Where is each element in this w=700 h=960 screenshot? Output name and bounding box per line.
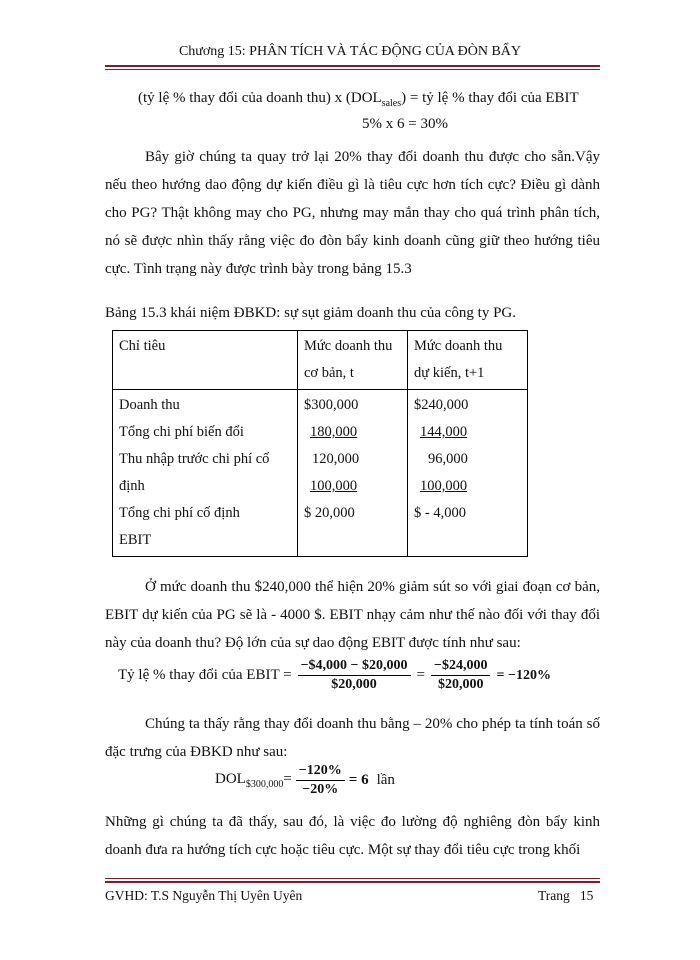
table-body-row xyxy=(113,390,528,557)
proj-value: 100,000 xyxy=(420,478,468,494)
formula3-label: DOL xyxy=(215,771,246,787)
footer-page-number: Trang 15 xyxy=(538,888,594,903)
formula3-label-wrap xyxy=(215,771,292,790)
equals-sign: = xyxy=(283,771,292,787)
table-base-cell xyxy=(298,390,408,557)
base-value-wrap xyxy=(304,419,401,446)
row-label: Tổng chi phí cố định xyxy=(119,505,240,521)
page-header-title: Chương 15: PHÂN TÍCH VÀ TÁC ĐỘNG CỦA ĐÒN BẨY xyxy=(178,44,522,59)
base-value xyxy=(304,527,401,554)
table-proj-cell xyxy=(408,390,528,557)
row-label: Doanh thu xyxy=(119,397,180,413)
paragraph-conclusion: Những gì chúng ta đã thấy, sau đó, là việc đo lường độ nghiêng đòn bẩy kinh doanh đưa ra hướng tích cực hoặc tiêu cực. Một sự thay đổi tiêu cực trong khối xyxy=(105,814,600,858)
proj-value: $240,000 xyxy=(414,397,469,413)
header-rule xyxy=(105,65,600,67)
row-label: EBIT xyxy=(119,532,152,548)
fraction-2 xyxy=(431,657,490,694)
fraction-1-denominator: $20,000 xyxy=(331,677,377,692)
paragraph-dol-intro: Chúng ta thấy rằng thay đổi doanh thu bằng – 20% cho phép ta tính toán số đặc trưng của ĐBKD như sau: xyxy=(105,716,600,760)
equals-sign: = xyxy=(416,667,425,683)
fraction-3-numerator: −120% xyxy=(296,762,345,781)
fraction-1-numerator: −$4,000 − $20,000 xyxy=(298,657,411,676)
table-header-cell: Mức doanh thu dự kiến, t+1 xyxy=(408,331,528,390)
formula3-sub: $300,000 xyxy=(245,779,284,790)
paragraph-decline: Ở mức doanh thu $240,000 thể hiện 20% giảm sút so với giai đoạn cơ bản, EBIT dự kiến của PG sẽ là - 4000 $. EBIT nhạy cảm như thế nào đối với thay đổi này của doanh thu? Độ lớn của sự dao động EBIT được tính như sau: xyxy=(105,579,600,651)
proj-value: $ - 4,000 xyxy=(414,505,466,521)
proj-value: 144,000 xyxy=(420,424,468,440)
header-rule-thin xyxy=(105,69,600,70)
table-caption: Bảng 15.3 khái niệm ĐBKD: sự sụt giảm doanh thu của công ty PG. xyxy=(105,305,517,321)
formula-calc: 5% x 6 = 30% xyxy=(362,116,448,132)
fraction-2-denominator: $20,000 xyxy=(437,677,484,692)
base-value: $ 20,000 xyxy=(304,505,355,521)
fraction-2-numerator: −$24,000 xyxy=(431,657,490,676)
fraction-1 xyxy=(298,657,411,694)
formula-ebit-change xyxy=(118,657,551,694)
data-table xyxy=(112,330,528,557)
fraction-3 xyxy=(296,762,345,799)
base-value: $300,000 xyxy=(304,397,359,413)
proj-value: 96,000 xyxy=(428,451,468,467)
formula1-sub: sales xyxy=(381,98,402,109)
table-header-row xyxy=(113,331,528,390)
base-value: 120,000 xyxy=(312,451,360,467)
proj-value-wrap xyxy=(414,473,521,500)
formula2-result: = −120% xyxy=(496,667,551,683)
table-header-cell: Mức doanh thu cơ bản, t xyxy=(298,331,408,390)
footer-advisor: GVHD: T.S Nguyễn Thị Uyên Uyên xyxy=(105,888,303,903)
formula3-result: = 6 xyxy=(348,772,369,788)
base-value: 180,000 xyxy=(310,424,358,440)
base-value: 100,000 xyxy=(310,478,358,494)
paragraph-intro: Bây giờ chúng ta quay trở lại 20% thay đổi doanh thu được cho sẵn.Vậy nếu theo hướng dao động dự kiến điều gì là tiêu cực hơn tích cực? Điều gì dành cho PG? Thật không may cho PG, nhưng may mắn thay cho quá trình phân tích, nó sẽ được nhìn thấy rằng việc đo đòn bẩy kinh doanh cũng giữ theo hướng tiêu cực. Tình trạng này được trình bày trong bảng 15.3 xyxy=(105,149,600,277)
footer-rule-thin xyxy=(105,878,600,879)
base-value-wrap xyxy=(304,473,401,500)
formula-dol-sales xyxy=(138,90,579,109)
proj-value-wrap xyxy=(414,419,521,446)
formula1-left: (tỷ lệ % thay đổi của doanh thu) x (DOL xyxy=(138,90,382,106)
row-label: Tổng chi phí biến đổi xyxy=(119,424,244,440)
footer-rule xyxy=(105,881,600,883)
proj-value xyxy=(414,527,521,554)
formula1-right: ) = tỷ lệ % thay đổi của EBIT xyxy=(401,90,579,106)
formula2-label: Tỷ lệ % thay đổi của EBIT = xyxy=(118,667,292,683)
table-header-cell: Chỉ tiêu xyxy=(113,331,298,390)
formula-dol xyxy=(215,762,395,799)
table-labels-cell xyxy=(113,390,298,557)
fraction-3-denominator: −20% xyxy=(302,782,339,797)
formula3-unit: lần xyxy=(376,772,395,788)
row-label: Thu nhập trước chi phí cố định xyxy=(119,451,270,494)
